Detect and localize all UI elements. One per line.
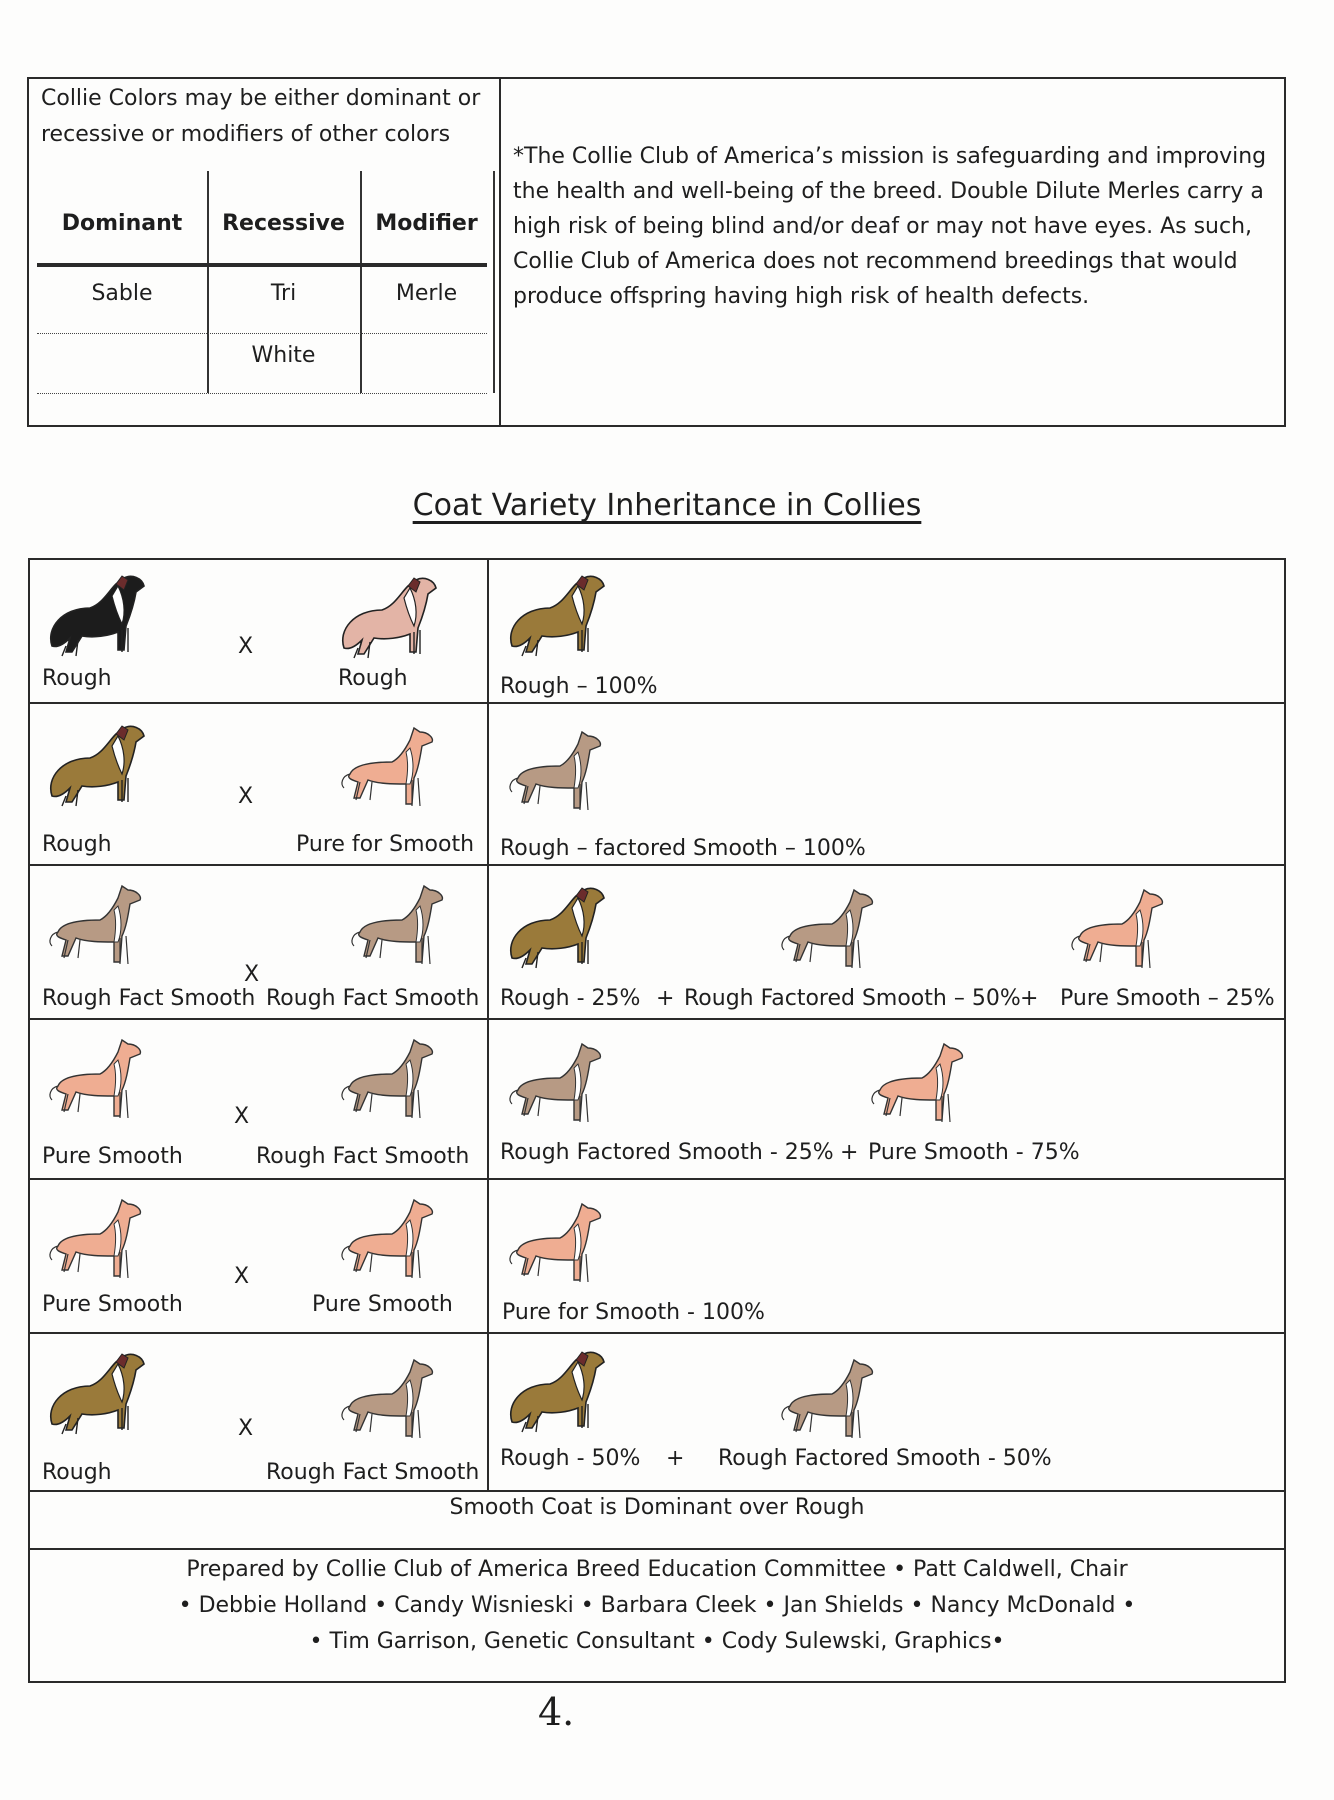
row-rule (37, 333, 487, 334)
parent1-label: Rough Fact Smooth (42, 986, 256, 1011)
parent2-label: Pure Smooth (312, 1292, 453, 1317)
rough-factored-smooth-dog-icon (38, 876, 148, 976)
rough-factored-smooth-dog-icon (330, 1350, 440, 1450)
row-divider (30, 1332, 1284, 1334)
rough-factored-smooth-dog-icon (498, 1034, 608, 1134)
rough-sable-dog-icon (498, 1344, 608, 1444)
colors-table (37, 171, 487, 393)
header-rule (37, 263, 487, 267)
credits-line: • Debbie Holland • Candy Wisnieski • Barbara Cleek • Jan Shields • Nancy McDonald • (178, 1593, 1136, 1618)
outcome-label: Rough Factored Smooth – 50% (684, 986, 1021, 1011)
cell-sable: Sable (91, 281, 153, 306)
page-title: Coat Variety Inheritance in Collies (412, 488, 922, 523)
section-divider (499, 79, 501, 425)
parent2-label: Rough Fact Smooth (256, 1144, 470, 1169)
plus-label: + (666, 1446, 685, 1471)
outcome-label: Rough - 50% (500, 1446, 641, 1471)
smooth-dog-icon (330, 1190, 440, 1290)
smooth-dog-icon (38, 1030, 148, 1130)
cross-symbol: X (234, 1104, 250, 1129)
rough-tri-dog-icon (38, 568, 148, 668)
mission-statement: *The Collie Club of America’s mission is safeguarding and improving the health and well-being of the breed. Double Dilute Merles carry a high risk of being blind and/or deaf or may not have eyes. As such, Collie Club of America does not recommend breedings that would produce offspring having high risk of health defects. (513, 144, 1267, 309)
outcome-label: Rough Factored Smooth - 25% (500, 1140, 834, 1165)
outcome-label: Rough Factored Smooth - 50% (718, 1446, 1052, 1471)
rough-factored-smooth-dog-icon (770, 880, 880, 980)
header-recessive: Recessive (222, 211, 345, 236)
colors-section (27, 77, 1286, 427)
colors-intro: Collie Colors may be either dominant or recessive or modifiers of other colors (41, 86, 481, 147)
column-divider (487, 560, 489, 1490)
smooth-dog-icon (860, 1034, 970, 1134)
outcome-label: Rough - 25% (500, 986, 641, 1011)
dominance-note: Smooth Coat is Dominant over Rough (449, 1495, 865, 1520)
rough-sable-dog-icon (498, 880, 608, 980)
row-divider (30, 1490, 1284, 1492)
smooth-dog-icon (38, 1190, 148, 1290)
parent2-label: Rough Fact Smooth (266, 1460, 480, 1485)
outcome-label: Pure Smooth – 25% (1060, 986, 1275, 1011)
rough-sable-dog-icon (498, 568, 608, 668)
parent2-label: Rough Fact Smooth (266, 986, 480, 1011)
header-modifier: Modifier (375, 211, 478, 236)
cross-symbol: X (238, 634, 254, 659)
row-divider (30, 1178, 1284, 1180)
table-divider (493, 171, 495, 393)
parent2-label: Rough (338, 666, 408, 691)
rough-factored-smooth-dog-icon (340, 876, 450, 976)
cell-white: White (251, 343, 316, 368)
parent1-label: Pure Smooth (42, 1144, 183, 1169)
cross-symbol: X (244, 962, 260, 987)
parent1-label: Rough (42, 666, 112, 691)
row-divider (30, 864, 1284, 866)
cross-symbol: X (238, 1416, 254, 1441)
smooth-dog-icon (330, 718, 440, 818)
parent2-label: Pure for Smooth (296, 832, 475, 857)
credits (30, 1552, 1284, 1660)
rough-factored-smooth-dog-icon (498, 722, 608, 822)
parent1-label: Pure Smooth (42, 1292, 183, 1317)
smooth-dog-icon (498, 1194, 608, 1294)
rough-sable-dog-icon (38, 1346, 148, 1446)
row-divider (30, 1018, 1284, 1020)
outcome-label: Pure for Smooth - 100% (502, 1300, 765, 1325)
rough-factored-smooth-dog-icon (330, 1030, 440, 1130)
credits-line: Prepared by Collie Club of America Breed Education Committee • Patt Caldwell, Chair (186, 1557, 1128, 1582)
rough-blue-dog-icon (330, 570, 440, 670)
credits-line: • Tim Garrison, Genetic Consultant • Cody Sulewski, Graphics• (309, 1629, 1005, 1654)
parent1-label: Rough (42, 832, 112, 857)
plus-label: + (656, 986, 675, 1011)
row-divider (30, 1548, 1284, 1550)
cross-symbol: X (238, 784, 254, 809)
outcome-label: Pure Smooth - 75% (868, 1140, 1080, 1165)
parent1-label: Rough (42, 1460, 112, 1485)
header-dominant: Dominant (61, 211, 183, 236)
smooth-dog-icon (1060, 880, 1170, 980)
cell-merle: Merle (395, 281, 458, 306)
inheritance-table (28, 558, 1286, 1683)
cross-symbol: X (234, 1264, 250, 1289)
outcome-label: Rough – factored Smooth – 100% (500, 836, 866, 861)
plus-label: + (840, 1140, 859, 1165)
outcome-label: Rough – 100% (500, 674, 658, 699)
cell-tri: Tri (270, 281, 297, 306)
rough-factored-smooth-dog-icon (770, 1350, 880, 1450)
row-rule (37, 393, 487, 394)
page-number: 4. (538, 1690, 575, 1734)
rough-sable-dog-icon (38, 718, 148, 818)
row-divider (30, 702, 1284, 704)
plus-label: + (1020, 986, 1039, 1011)
